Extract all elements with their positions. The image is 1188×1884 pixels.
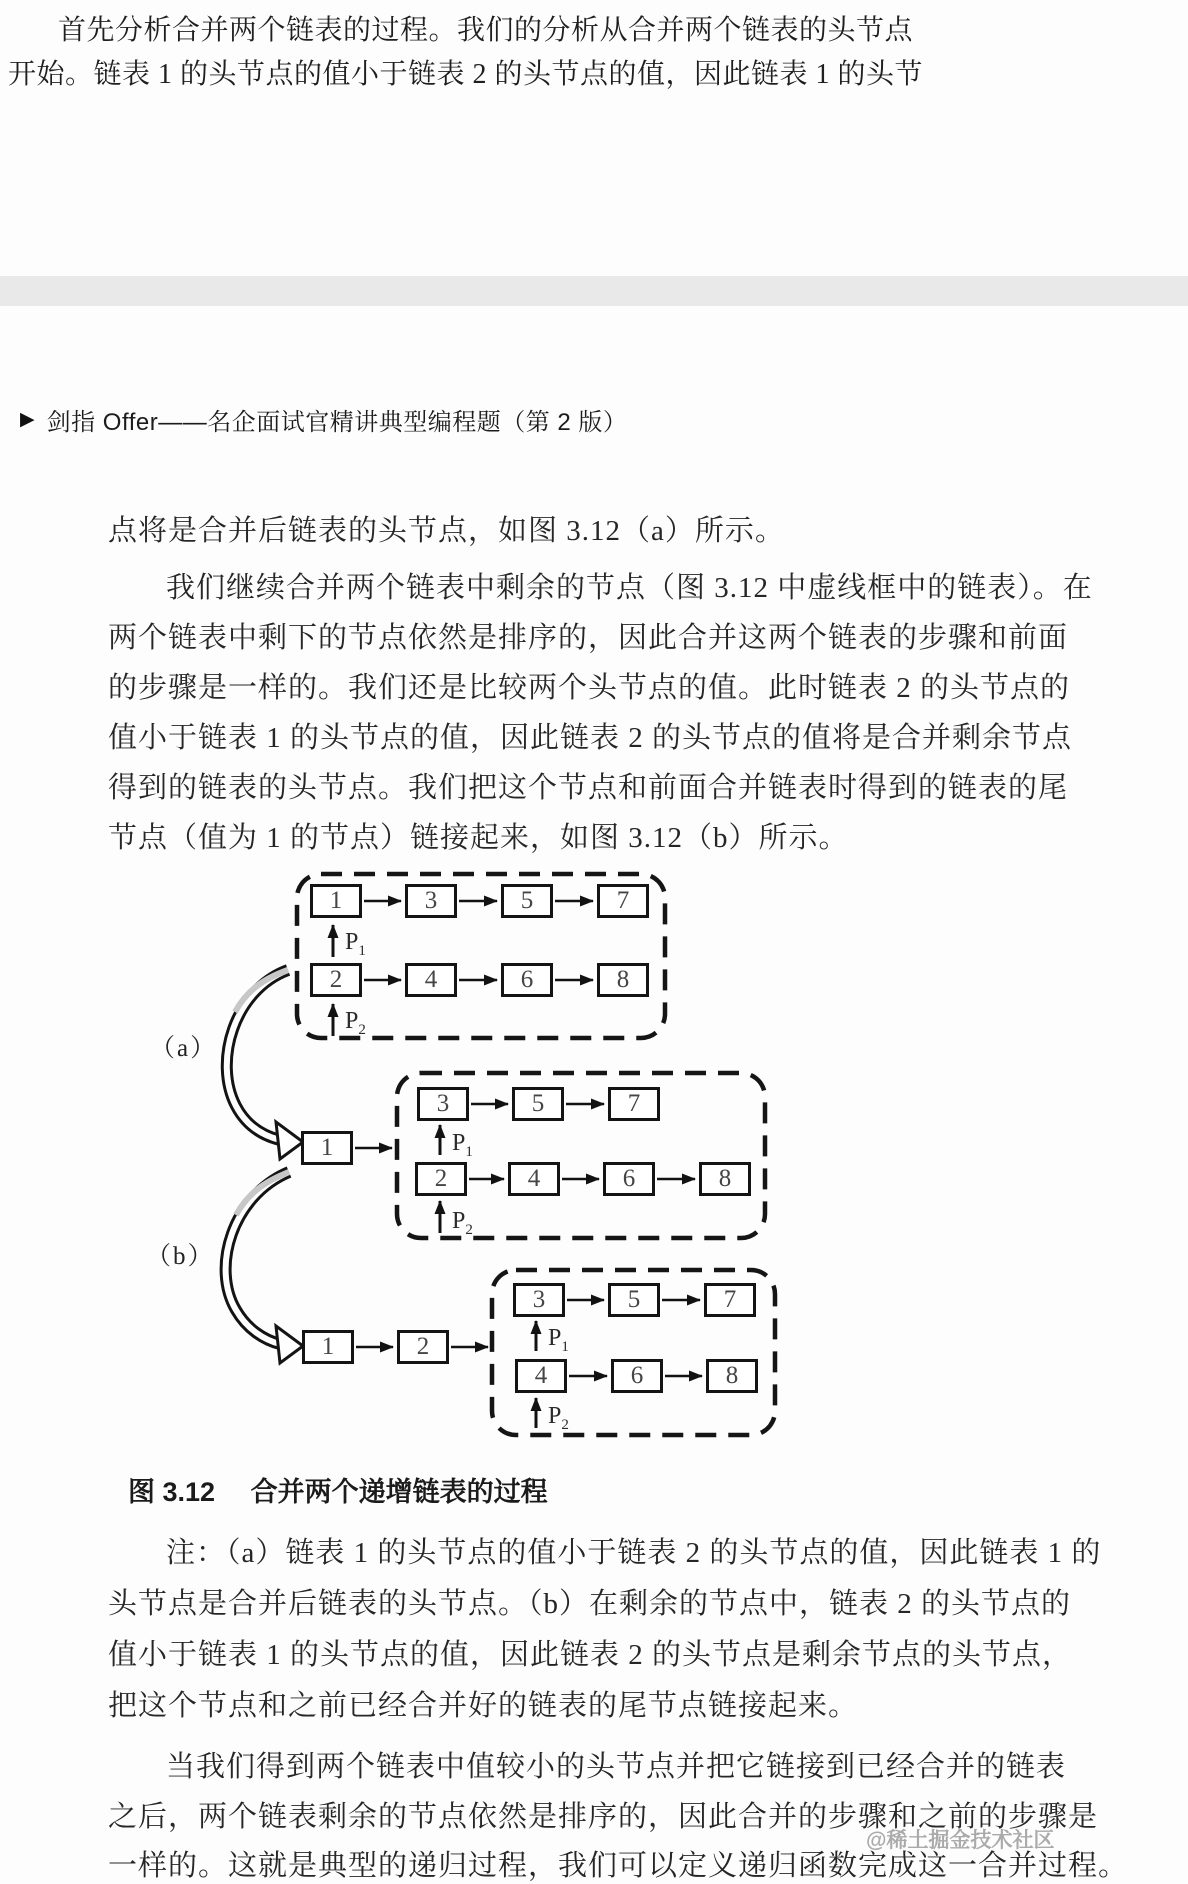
list-node: 8: [699, 1162, 751, 1196]
list-node: 3: [405, 884, 457, 918]
merged-node: 1: [301, 1131, 353, 1165]
pointer-label-p1: $P_1$: [452, 1130, 473, 1160]
curved-arrow-a-to-merged: [227, 970, 303, 1159]
pointer-label-p2: $P_2$: [345, 1008, 366, 1038]
list-node: 6: [501, 963, 553, 997]
list-node: 8: [706, 1359, 758, 1393]
prev-page-line: 开始。链表 1 的头节点的值小于链表 2 的头节点的值，因此链表 1 的头节: [8, 59, 924, 90]
figure-caption-title: 合并两个递增链表的过程: [250, 1477, 548, 1507]
pointer-label-p2: $P_2$: [548, 1403, 569, 1433]
list-node: 3: [417, 1087, 469, 1121]
figure-caption: [128, 1470, 548, 1509]
list-node: 4: [508, 1162, 560, 1196]
merged-node: 2: [397, 1330, 449, 1364]
list-node: 1: [310, 884, 362, 918]
watermark: @稀土掘金技术社区: [866, 1829, 1055, 1852]
note-line: 把这个节点和之前已经合并好的链表的尾节点链接起来。: [108, 1690, 859, 1722]
list-node: 5: [512, 1087, 564, 1121]
list-node: 2: [415, 1162, 467, 1196]
note-line: 注：（a）链表 1 的头节点的值小于链表 2 的头节点的值，因此链表 1 的: [166, 1537, 1102, 1569]
list-node: 4: [515, 1359, 567, 1393]
body-line: 我们继续合并两个链表中剩余的节点（图 3.12 中虚线框中的链表）。在: [166, 572, 1093, 604]
body-line: 得到的链表的头节点。我们把这个节点和前面合并链表时得到的链表的尾: [108, 772, 1069, 804]
list-node: 4: [405, 963, 457, 997]
merged-node: 1: [302, 1330, 354, 1364]
list-node: 8: [597, 963, 649, 997]
list-node: 7: [608, 1087, 660, 1121]
body-line: 一样的。这就是典型的递归过程，我们可以定义递归函数完成这一合并过程。: [108, 1850, 1129, 1882]
list-node: 6: [611, 1359, 663, 1393]
figure-caption-label: 图 3.12: [128, 1477, 216, 1507]
body-line: 节点（值为 1 的节点）链接起来，如图 3.12（b）所示。: [108, 822, 849, 854]
part-a-label: （a）: [150, 1035, 218, 1062]
body-line: 点将是合并后链表的头节点，如图 3.12（a）所示。: [108, 515, 785, 547]
triangle-marker-icon: ▶: [20, 409, 35, 430]
list-node: 6: [603, 1162, 655, 1196]
list-node: 7: [704, 1283, 756, 1317]
section-divider-bar: [0, 276, 1188, 306]
pointer-label-p1: $P_1$: [345, 929, 366, 959]
running-head: [20, 402, 627, 437]
body-line: 两个链表中剩下的节点依然是排序的，因此合并这两个链表的步骤和前面: [108, 622, 1069, 654]
part-b-label: （b）: [146, 1243, 215, 1270]
note-line: 值小于链表 1 的头节点的值，因此链表 2 的头节点是剩余节点的头节点，: [108, 1639, 1073, 1671]
list-node: 5: [501, 884, 553, 918]
body-line: 的步骤是一样的。我们还是比较两个头节点的值。此时链表 2 的头节点的: [108, 672, 1071, 704]
pointer-label-p2: $P_2$: [452, 1208, 473, 1238]
body-line: 之后，两个链表剩余的节点依然是排序的，因此合并的步骤和之前的步骤是: [108, 1801, 1099, 1833]
curved-arrow-merged-to-merged2: [226, 1172, 303, 1363]
pointer-label-p1: $P_1$: [548, 1325, 569, 1355]
list-node: 2: [310, 963, 362, 997]
list-node: 3: [513, 1283, 565, 1317]
list-node: 7: [597, 884, 649, 918]
book-title: 剑指 Offer——名企面试官精讲典型编程题（第 2 版）: [46, 409, 628, 436]
body-line: 值小于链表 1 的头节点的值，因此链表 2 的头节点的值将是合并剩余节点: [108, 722, 1073, 754]
prev-page-line: 首先分析合并两个链表的过程。我们的分析从合并两个链表的头节点: [58, 15, 914, 46]
body-line: 当我们得到两个链表中值较小的头节点并把它链接到已经合并的链表: [166, 1751, 1067, 1783]
list-node: 5: [608, 1283, 660, 1317]
note-line: 头节点是合并后链表的头节点。（b）在剩余的节点中，链表 2 的头节点的: [108, 1588, 1072, 1620]
